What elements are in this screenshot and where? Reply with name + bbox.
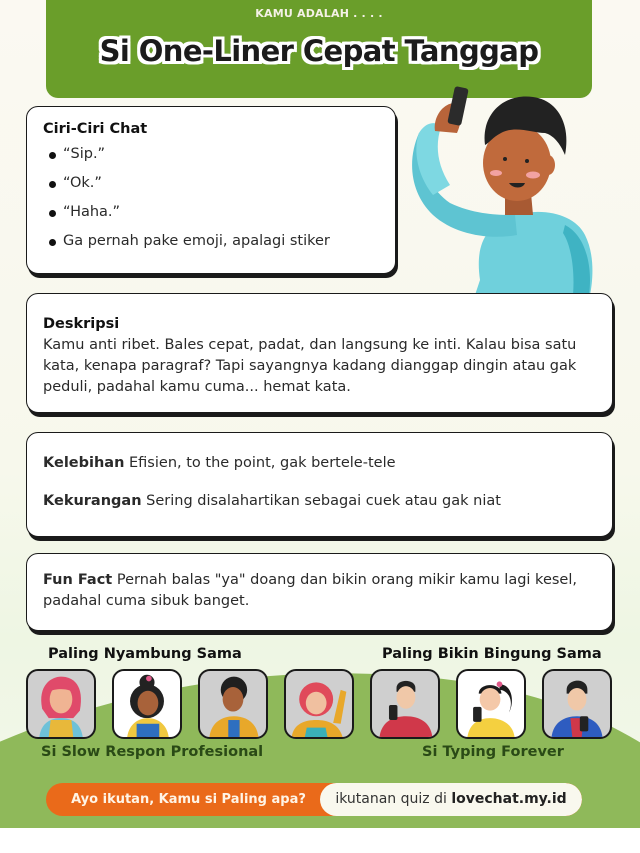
cons-text: Sering disalahartikan sebagai cuek atau gak niat bbox=[146, 493, 501, 509]
pros-text: Efisien, to the point, gak bertele-tele bbox=[129, 455, 396, 471]
man-holding-phone-illustration bbox=[405, 75, 635, 295]
fun-fact-text: Pernah balas "ya" doang dan bikin orang mikir kamu lagi kesel, padahal cuma sibuk banget. bbox=[43, 572, 577, 609]
confusing-match-name: Si Typing Forever bbox=[422, 744, 564, 760]
avatar-boy-blue-jacket bbox=[542, 669, 612, 739]
chat-trait-item: Ga pernah pake emoji, apalagi stiker bbox=[43, 231, 379, 252]
best-match-name: Si Slow Respon Profesional bbox=[41, 744, 264, 760]
cta-prompt: Ayo ikutan, Kamu si Paling apa? bbox=[71, 792, 306, 807]
cta-link-pill[interactable] bbox=[320, 783, 582, 816]
page-title: Si One-Liner Cepat Tanggap bbox=[99, 34, 539, 68]
cta-link-prefix: ikutanan quiz di bbox=[335, 791, 452, 807]
chat-traits-card bbox=[26, 106, 396, 274]
cons-label: Kekurangan bbox=[43, 493, 142, 509]
cons-row bbox=[43, 491, 596, 512]
header-kicker: KAMU ADALAH . . . . bbox=[255, 7, 383, 20]
pros-label: Kelebihan bbox=[43, 455, 125, 471]
avatar-red-haired-girl bbox=[26, 669, 96, 739]
chat-trait-item: “Sip.” bbox=[43, 144, 379, 165]
chat-traits-list bbox=[43, 144, 379, 252]
avatar-curly-hair-girl bbox=[112, 669, 182, 739]
description-text: Kamu anti ribet. Bales cepat, padat, dan langsung ke inti. Kalau bisa satu kata, kenapa paragraf? Tapi sayangnya kadang dianggap dingin atau gak peduli, padahal kamu cuma... hemat kata. bbox=[43, 337, 577, 395]
best-match-heading: Paling Nyambung Sama bbox=[48, 646, 242, 662]
pros-row bbox=[43, 453, 596, 474]
chat-traits-title: Ciri-Ciri Chat bbox=[43, 121, 148, 137]
fun-fact-label: Fun Fact bbox=[43, 572, 113, 588]
chat-trait-item: “Haha.” bbox=[43, 202, 379, 223]
cta-link-url[interactable]: lovechat.my.id bbox=[451, 791, 567, 807]
description-title: Deskripsi bbox=[43, 316, 120, 332]
chat-trait-item: “Ok.” bbox=[43, 173, 379, 194]
confusing-match-heading: Paling Bikin Bingung Sama bbox=[382, 646, 602, 662]
bottom-white-band bbox=[0, 828, 640, 853]
avatar-ponytail-girl bbox=[456, 669, 526, 739]
quiz-cta-banner[interactable] bbox=[46, 783, 582, 816]
fun-fact-card bbox=[26, 553, 613, 631]
avatar-red-haired-woman bbox=[284, 669, 354, 739]
avatar-boy-red-shirt bbox=[370, 669, 440, 739]
pros-cons-card bbox=[26, 432, 613, 537]
avatar-curly-hair-boy bbox=[198, 669, 268, 739]
description-card bbox=[26, 293, 613, 413]
